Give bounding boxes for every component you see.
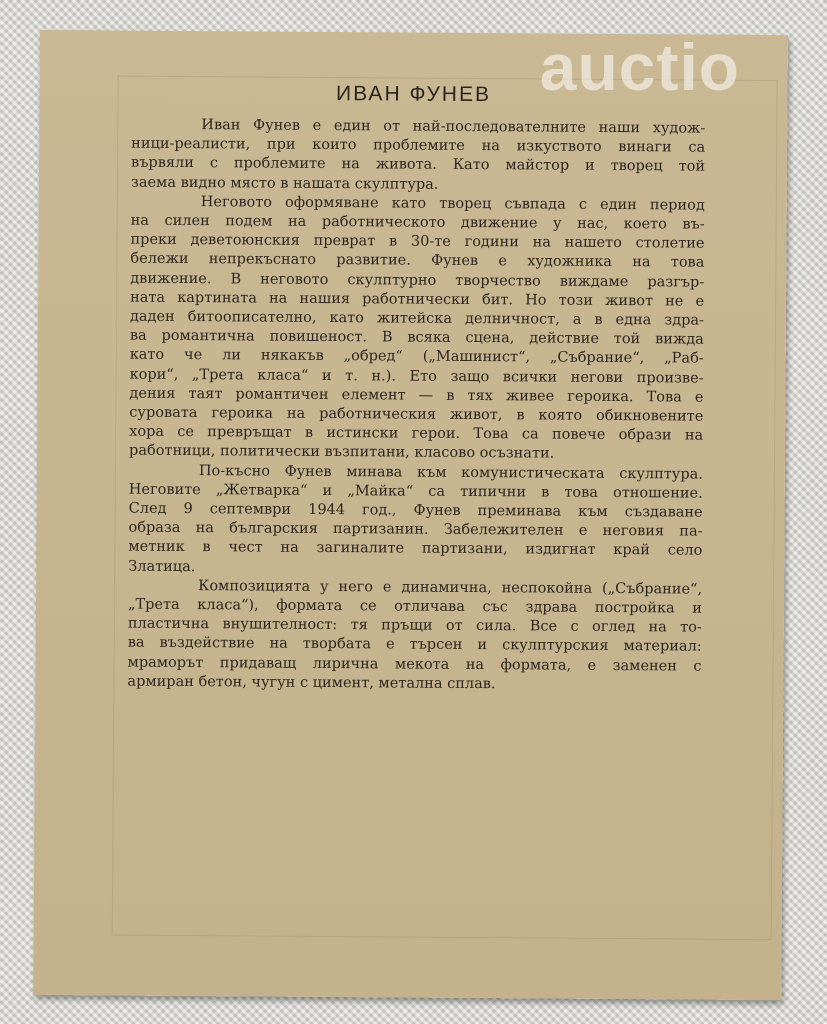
text-line: като че ли някакъв „обред“ („Машинист“, „Събрание“, „Раб- [129,347,704,368]
text-line: суровата героика на работническия живот, в която обикновените [129,404,704,425]
text-line: Златица. [128,558,196,575]
text-line: вървяли с проблемите на живота. Като майстор и творец той [131,155,706,176]
text-line: заема видно място в нашата скулптура. [130,174,439,193]
text-line: кори“, „Трета класа“ и т. н.). Ето защо всички негови произве- [129,366,704,387]
text-line: Неговото оформяване като творец съвпада с един период [200,193,705,214]
text-line: хора се превръщат в истински герои. Това са повече образи на [129,423,704,444]
text-line: След 9 септември 1944 год., Фунев преминава към създаване [128,500,703,521]
page-title: ИВАН ФУНЕВ [335,82,492,107]
text-line: метник в чест на загиналите партизани, издигнат край село [128,539,703,560]
article-body [127,116,705,696]
watermark-logo: auctio [539,30,740,105]
text-line: дения таят романтичен елемент — в тях живее героика. Това е [129,385,704,406]
text-line: Иван Фунев е един от най-последователните наши худож- [201,117,706,137]
text-line: работници, политически възпитани, класово осъзнати. [129,443,555,463]
text-line: движение. В неговото скулптурно творчество виждаме разгър- [130,270,705,291]
text-line: мраморът придаващ лирична мекота на формата, е заменен с [127,654,702,675]
text-line: преки деветоюнския преврат в 30-те години на нашето столетие [130,231,705,252]
text-line: армиран бетон, чугун с цимент, металнa сплав. [127,673,496,693]
text-line: ва въздействие на творбата е търсен и скулптурския материал: [127,635,702,656]
text-line: ната картината на нашия работнически бит. Но този живот не е [130,289,705,310]
text-line: образа на българския партизанин. Забележителен е неговия па- [128,519,703,540]
text-line: на силен подем на работническото движение у нас, което въ- [130,212,705,233]
text-line: бележи непрекъснато развитие. Фунев е художника на това [130,251,705,272]
text-line: По-късно Фунев минава към комунистическата скулптура. [198,462,703,483]
text-line: даден битоописателно, като житейска делничност, а в една здра- [129,308,705,329]
text-line: ва романтична повишеност. В всяка сцена, действие той вижда [129,327,704,348]
text-line: ници-реалисти, при които проблемите на изкуството винаги са [131,135,706,156]
text-line: Композицията у него е динамична, неспокойна („Събрание“, [198,577,703,598]
text-line: „Трета класа“), формата се отличава със здрава постройка и [127,596,703,617]
text-line: Неговите „Жетварка“ и „Майка“ са типични в това отношение. [128,481,703,502]
document-page [33,30,788,1000]
text-line: пластична внушителност: тя пръщи от сила. Все с оглед на то- [127,615,702,636]
